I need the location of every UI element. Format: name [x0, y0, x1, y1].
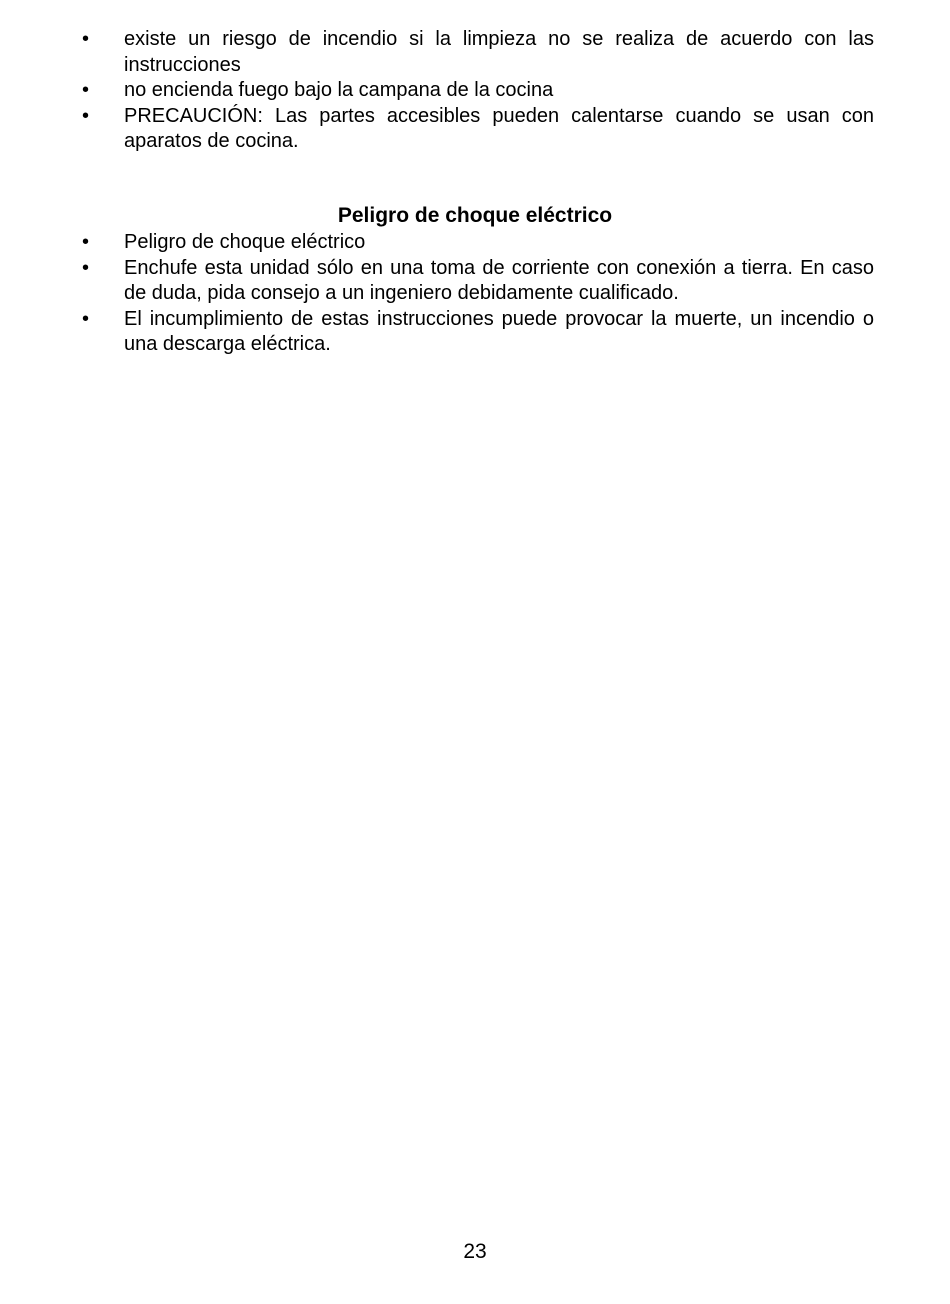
list-item-text: no encienda fuego bajo la campana de la cocina — [124, 79, 554, 101]
bullet-icon: • — [82, 104, 90, 127]
bullet-icon: • — [82, 307, 90, 330]
list-item-text: El incumplimiento de estas instrucciones puede provocar la muerte, un incendio o una descarga eléctrica. — [124, 307, 874, 355]
page-number: 23 — [463, 1240, 487, 1263]
list-item-text: PRECAUCIÓN: Las partes accesibles pueden calentarse cuando se usan con aparatos de cocina. — [124, 104, 874, 152]
bullet-icon: • — [82, 28, 90, 50]
section-heading: Peligro de choque eléctrico — [337, 204, 613, 227]
bullet-icon: • — [82, 256, 90, 279]
list-item — [0, 27, 950, 78]
list-item — [0, 307, 950, 358]
bullet-icon: • — [82, 79, 90, 101]
list-item — [0, 104, 950, 155]
electric-safety-list — [0, 230, 950, 358]
bullet-icon: • — [82, 231, 90, 253]
list-item — [0, 78, 950, 104]
list-item — [0, 230, 950, 256]
list-item-text: Peligro de choque eléctrico — [124, 231, 366, 253]
list-item-text: Enchufe esta unidad sólo en una toma de corriente con conexión a tierra. En caso de duda, pida consejo a un ingeniero debidamente cualificado. — [124, 256, 874, 304]
fire-safety-list — [0, 27, 950, 155]
list-item-text: existe un riesgo de incendio si la limpieza no se realiza de acuerdo con las instrucciones — [124, 28, 874, 76]
list-item — [0, 256, 950, 307]
